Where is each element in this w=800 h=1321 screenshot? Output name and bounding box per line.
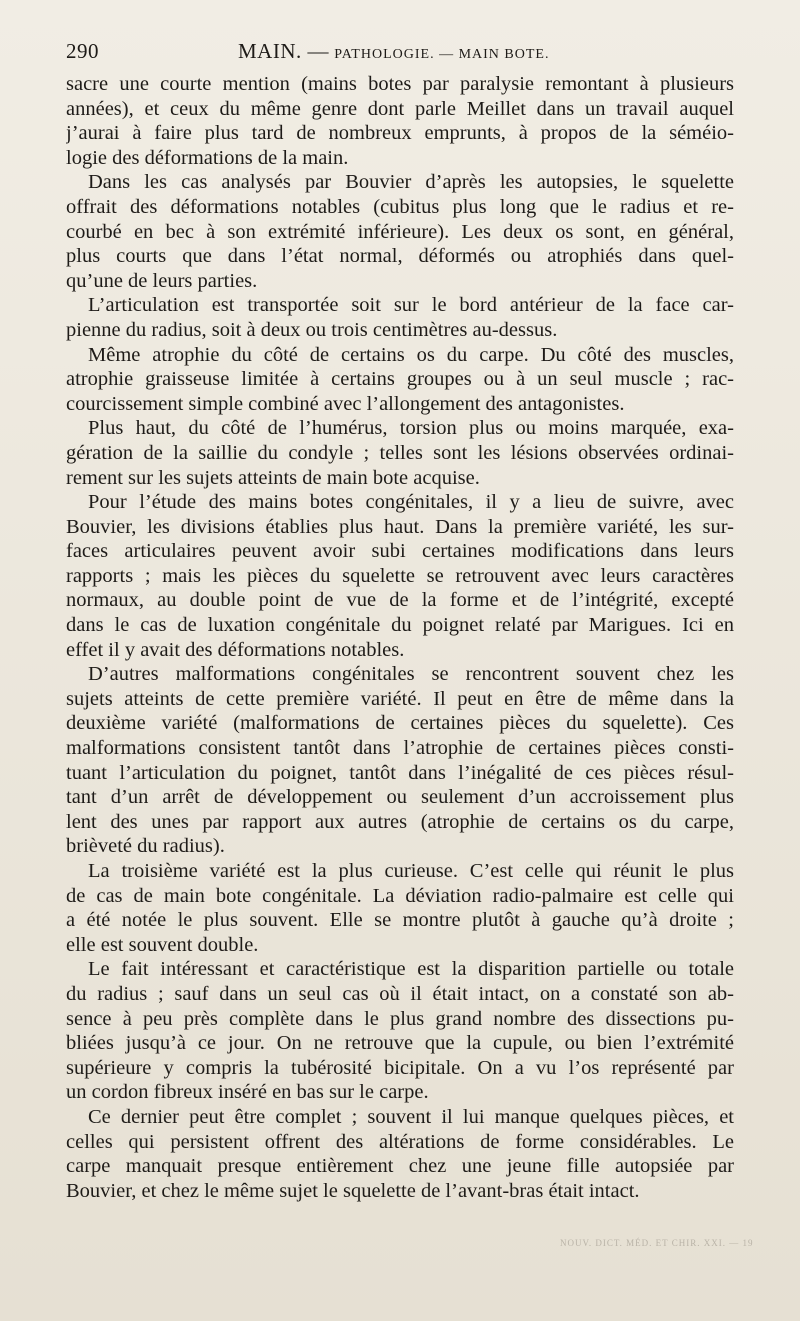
text-line: La troisième variété est la plus curieuse. C’est celle qui réunit le plus xyxy=(88,860,734,882)
text-line: pienne du radius, soit à deux ou trois centimètres au-dessus. xyxy=(66,318,558,341)
text-line: Dans les cas analysés par Bouvier d’après les autopsies, le squelette xyxy=(88,171,734,194)
paragraph xyxy=(66,662,734,859)
paragraph xyxy=(66,490,734,662)
paragraph xyxy=(66,859,734,957)
page-header xyxy=(66,36,734,66)
text-line: supérieure y compris la tubérosité bicipitale. On a vu l’os représenté par xyxy=(66,1056,734,1079)
body-text xyxy=(66,72,734,1203)
text-line: effet il y avait des déformations notables. xyxy=(66,638,405,661)
text-line: a été notée le plus souvent. Elle se montre plutôt à gauche qu’à droite ; xyxy=(66,909,734,932)
text-line: atrophie graisseuse limitée à certains groupes ou à un seul muscle ; rac- xyxy=(66,368,734,391)
text-line: D’autres malformations congénitales se rencontrent souvent chez les xyxy=(88,663,734,686)
text-line: lent des unes par rapport aux autres (atrophie de certains os du carpe, xyxy=(66,810,734,833)
text-line: courbé en bec à son extrémité inférieure). Les deux os sont, en général, xyxy=(66,220,734,243)
text-line: du radius ; sauf dans un seul cas où il était intact, on a constaté son ab- xyxy=(66,982,734,1005)
text-line: gération de la saillie du condyle ; telles sont les lésions observées ordinai- xyxy=(66,441,734,464)
text-line: Plus haut, du côté de l’humérus, torsion plus ou moins marquée, exa- xyxy=(88,417,734,440)
text-line: malformations consistent tantôt dans l’atrophie de certaines pièces consti- xyxy=(66,737,734,760)
text-line: sence à peu près complète dans le plus grand nombre des dissections pu- xyxy=(66,1007,734,1030)
text-line: rapports ; mais les pièces du squelette se retrouvent avec leurs caractères xyxy=(66,564,734,587)
paragraph xyxy=(66,170,734,293)
text-line: j’aurai à faire plus tard de nombreux emprunts, à propos de la séméio- xyxy=(66,122,734,145)
text-line: brièveté du radius). xyxy=(66,835,225,858)
paragraph xyxy=(66,72,734,170)
paragraph xyxy=(66,1105,734,1203)
running-head-sub: PATHOLOGIE. — MAIN BOTE. xyxy=(334,47,550,62)
text-line: elle est souvent double. xyxy=(66,933,259,956)
text-line: qu’une de leurs parties. xyxy=(66,269,258,292)
text-line: bliées jusqu’à ce jour. On ne retrouve que la cupule, ou bien l’extrémité xyxy=(66,1032,734,1055)
text-line: Bouvier, et chez le même sujet le squelette de l’avant-bras était intact. xyxy=(66,1179,640,1202)
paragraph xyxy=(66,957,734,1105)
text-line: Pour l’étude des mains botes congénitales, il y a lieu de suivre, avec xyxy=(88,491,734,514)
running-head-main: MAIN. — xyxy=(238,39,329,63)
text-line: offrait des déformations notables (cubitus plus long que le radius et re- xyxy=(66,195,734,218)
text-line: Bouvier, les divisions établies plus haut. Dans la première variété, les sur- xyxy=(66,515,734,538)
text-line: de cas de main bote congénitale. La déviation radio-palmaire est celle qui xyxy=(66,884,734,907)
text-line: carpe manquait presque entièrement chez une jeune fille autopsiée par xyxy=(66,1155,734,1178)
paragraph xyxy=(66,416,734,490)
text-line: Même atrophie du côté de certains os du carpe. Du côté des muscles, xyxy=(88,343,734,366)
text-line: normaux, au double point de vue de la forme et de l’intégrité, excepté xyxy=(66,589,734,612)
text-line: dans le cas de luxation congénitale du poignet relaté par Marigues. Ici en xyxy=(66,614,734,637)
text-line: sujets atteints de cette première variété. Il peut en être de même dans la xyxy=(66,687,734,710)
page-number: 290 xyxy=(66,39,99,63)
text-line: faces articulaires peuvent avoir subi certaines modifications dans leurs xyxy=(66,540,734,563)
text-line: tant d’un arrêt de développement ou seulement d’un accroissement plus xyxy=(66,786,734,809)
text-line: années), et ceux du même genre dont parle Meillet dans un travail auquel xyxy=(66,97,734,120)
text-line: logie des déformations de la main. xyxy=(66,146,349,169)
text-line: Ce dernier peut être complet ; souvent il lui manque quelques pièces, et xyxy=(88,1105,734,1128)
text-line: plus courts que dans l’état normal, déformés ou atrophiés dans quel- xyxy=(66,245,734,268)
paragraph xyxy=(66,343,734,417)
paragraph xyxy=(66,293,734,342)
text-line: sacre une courte mention (mains botes par paralysie remontant à plusieurs xyxy=(66,73,734,95)
text-line: deuxième variété (malformations de certaines pièces du squelette). Ces xyxy=(66,712,734,735)
text-line: rement sur les sujets atteints de main bote acquise. xyxy=(66,466,480,489)
text-line: tuant l’articulation du poignet, tantôt dans l’inégalité de ces pièces résul- xyxy=(66,761,734,784)
text-line: Le fait intéressant et caractéristique est la disparition partielle ou totale xyxy=(88,958,734,981)
running-head xyxy=(238,36,549,70)
text-line: L’articulation est transportée soit sur le bord antérieur de la face car- xyxy=(88,294,734,317)
text-line: celles qui persistent offrent des altérations de forme considérables. Le xyxy=(66,1130,734,1153)
text-line: un cordon fibreux inséré en bas sur le carpe. xyxy=(66,1081,429,1104)
text-line: courcissement simple combiné avec l’allongement des antagonistes. xyxy=(66,392,625,415)
footer-signature: NOUV. DICT. MÉD. ET CHIR. XXI. — 19 xyxy=(560,1238,754,1248)
